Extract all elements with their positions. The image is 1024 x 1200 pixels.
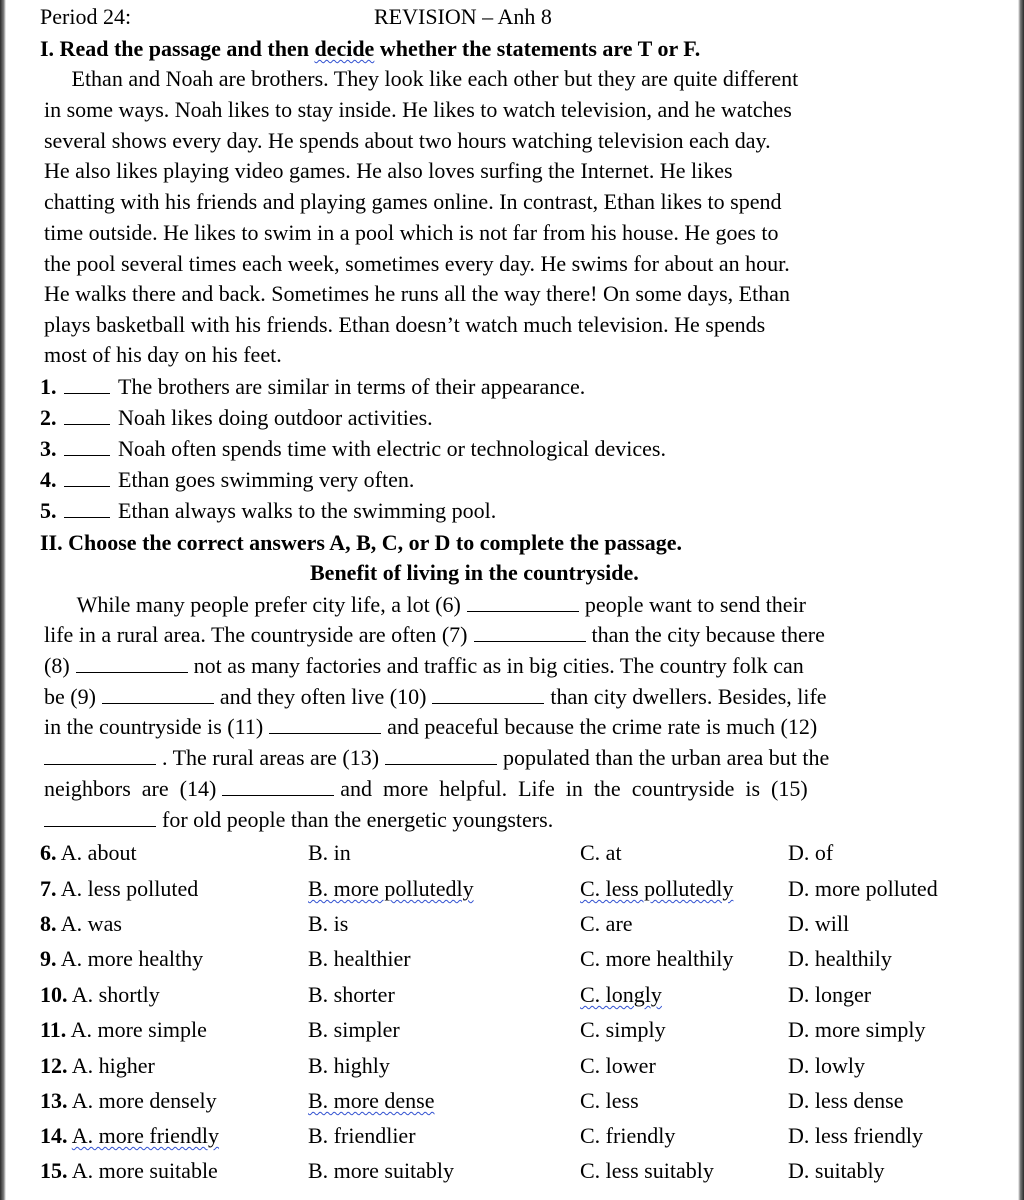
blank-13[interactable] bbox=[385, 744, 497, 765]
cloze-text: While many people prefer city life, a lot (6) bbox=[44, 592, 461, 617]
statement-item bbox=[40, 374, 585, 400]
question-number: 9. bbox=[40, 946, 57, 971]
cloze-text: for old people than the energetic youngsters. bbox=[162, 807, 554, 832]
option-d[interactable]: D. will bbox=[788, 911, 850, 936]
option-c[interactable]: C. longly bbox=[580, 982, 662, 1007]
option-b[interactable]: B. is bbox=[308, 911, 349, 936]
section1-heading bbox=[40, 36, 700, 62]
statement-number: 4. bbox=[40, 467, 57, 492]
option-a[interactable] bbox=[40, 876, 198, 902]
cloze-text: . The rural areas are (13) bbox=[162, 745, 380, 770]
option-c[interactable]: C. less suitably bbox=[580, 1158, 714, 1183]
option-a-text: A. was bbox=[60, 911, 122, 936]
option-a-text: A. shortly bbox=[71, 982, 160, 1007]
option-a[interactable] bbox=[40, 982, 160, 1008]
question-number: 15. bbox=[40, 1158, 68, 1183]
statement-number: 2. bbox=[40, 405, 57, 430]
question-number: 14. bbox=[40, 1123, 68, 1148]
statement-item bbox=[40, 436, 666, 462]
statement-number: 3. bbox=[40, 436, 57, 461]
option-b[interactable]: B. friendlier bbox=[308, 1123, 416, 1148]
cloze-text: populated than the urban area but the bbox=[503, 745, 830, 770]
blank-15[interactable] bbox=[44, 806, 156, 827]
cloze-text: neighbors are (14) bbox=[44, 776, 217, 801]
option-a-text: A. more simple bbox=[70, 1017, 207, 1042]
blank-9[interactable] bbox=[102, 683, 214, 704]
option-a[interactable] bbox=[40, 1017, 207, 1043]
statement-item bbox=[40, 498, 496, 524]
statement-item bbox=[40, 405, 433, 431]
question-row bbox=[40, 1123, 990, 1157]
option-d[interactable]: D. less dense bbox=[788, 1088, 904, 1113]
answer-blank[interactable] bbox=[64, 375, 110, 394]
option-c[interactable]: C. more healthily bbox=[580, 946, 734, 971]
header bbox=[40, 0, 980, 34]
statement-item bbox=[40, 467, 414, 493]
option-a-text: A. more healthy bbox=[60, 946, 204, 971]
statement-text: Ethan always walks to the swimming pool. bbox=[118, 498, 497, 523]
passage-line: plays basketball with his friends. Ethan doesn’t watch much television. He spends bbox=[44, 312, 766, 337]
cloze-text: than city dwellers. Besides, life bbox=[550, 684, 827, 709]
option-a[interactable] bbox=[40, 1158, 218, 1184]
option-a-text: A. more densely bbox=[71, 1088, 217, 1113]
passage-line: several shows every day. He spends about two hours watching television each day. bbox=[44, 128, 771, 153]
option-d[interactable]: D. healthily bbox=[788, 946, 892, 971]
cloze-line bbox=[44, 591, 976, 618]
statement-number: 1. bbox=[40, 374, 57, 399]
question-row bbox=[40, 1017, 990, 1051]
cloze-text: (8) bbox=[44, 653, 70, 678]
question-row bbox=[40, 840, 990, 874]
question-number: 12. bbox=[40, 1053, 68, 1078]
option-c[interactable]: C. less bbox=[580, 1088, 639, 1113]
cloze-line bbox=[44, 713, 976, 740]
option-a[interactable] bbox=[40, 1088, 217, 1114]
revision-title: REVISION – Anh 8 bbox=[374, 4, 552, 29]
option-d[interactable]: D. lowly bbox=[788, 1053, 865, 1078]
option-b[interactable]: B. simpler bbox=[308, 1017, 400, 1042]
cloze-text: life in a rural area. The countryside are often (7) bbox=[44, 622, 468, 647]
question-number: 13. bbox=[40, 1088, 68, 1113]
option-b[interactable]: B. healthier bbox=[308, 946, 411, 971]
period-label: Period 24: bbox=[40, 4, 132, 29]
question-row bbox=[40, 911, 990, 945]
option-a-text: A. higher bbox=[71, 1053, 155, 1078]
statement-text: Noah likes doing outdoor activities. bbox=[118, 405, 433, 430]
option-a[interactable] bbox=[40, 911, 122, 937]
question-row bbox=[40, 1158, 990, 1192]
answer-blank[interactable] bbox=[64, 468, 110, 487]
option-c[interactable]: C. are bbox=[580, 911, 633, 936]
worksheet-page bbox=[40, 0, 980, 1183]
cloze-text: and more helpful. Life in the countryside is (15) bbox=[340, 776, 808, 801]
option-d[interactable]: D. less friendly bbox=[788, 1123, 924, 1148]
question-number: 7. bbox=[40, 876, 57, 901]
statement-text: Noah often spends time with electric or technological devices. bbox=[118, 436, 666, 461]
cloze-line bbox=[44, 806, 976, 833]
question-number: 8. bbox=[40, 911, 57, 936]
cloze-text: in the countryside is (11) bbox=[44, 714, 264, 739]
blank-8[interactable] bbox=[76, 652, 188, 673]
question-row bbox=[40, 982, 990, 1016]
option-b[interactable]: B. more pollutedly bbox=[308, 876, 474, 901]
option-a[interactable] bbox=[40, 840, 137, 866]
answer-blank[interactable] bbox=[64, 437, 110, 456]
section1-heading-post: whether the statements are T or F. bbox=[374, 36, 701, 61]
option-c[interactable]: C. at bbox=[580, 840, 622, 865]
statement-number: 5. bbox=[40, 498, 57, 523]
passage-line: in some ways. Noah likes to stay inside. He likes to watch television, and he watches bbox=[44, 97, 792, 122]
option-d[interactable]: D. of bbox=[788, 840, 834, 865]
option-a-text: A. less polluted bbox=[60, 876, 199, 901]
passage-line: the pool several times each week, sometimes every day. He swims for about an hour. bbox=[44, 251, 790, 276]
section1-heading-decide: decide bbox=[314, 36, 375, 61]
cloze-line bbox=[44, 744, 976, 771]
option-d[interactable]: D. suitably bbox=[788, 1158, 885, 1183]
option-c[interactable]: C. lower bbox=[580, 1053, 656, 1078]
passage-line: Ethan and Noah are brothers. They look like each other but they are quite different bbox=[44, 66, 799, 91]
option-b[interactable]: B. highly bbox=[308, 1053, 390, 1078]
question-number: 10. bbox=[40, 982, 68, 1007]
option-a-text: A. about bbox=[60, 840, 137, 865]
option-c[interactable]: C. friendly bbox=[580, 1123, 676, 1148]
cloze-text: be (9) bbox=[44, 684, 96, 709]
question-row bbox=[40, 1053, 990, 1087]
passage-line: most of his day on his feet. bbox=[44, 342, 282, 367]
cloze-line bbox=[44, 652, 976, 679]
right-edge-shadow bbox=[1018, 0, 1024, 1200]
question-row bbox=[40, 946, 990, 980]
blank-12[interactable] bbox=[44, 744, 156, 765]
section2-heading: II. Choose the correct answers A, B, C, or D to complete the passage. bbox=[40, 530, 682, 555]
option-a-text: A. more suitable bbox=[71, 1158, 218, 1183]
passage-line: chatting with his friends and playing games online. In contrast, Ethan likes to spend bbox=[44, 189, 782, 214]
cloze-text: than the city because there bbox=[591, 622, 825, 647]
statement-text: The brothers are similar in terms of their appearance. bbox=[118, 374, 586, 399]
blank-14[interactable] bbox=[222, 775, 334, 796]
option-b[interactable]: B. in bbox=[308, 840, 351, 865]
passage-line: He walks there and back. Sometimes he runs all the way there! On some days, Ethan bbox=[44, 281, 790, 306]
answer-blank[interactable] bbox=[64, 499, 110, 518]
cloze-text: people want to send their bbox=[584, 592, 807, 617]
cloze-line bbox=[44, 683, 976, 710]
option-a-text: A. more friendly bbox=[71, 1123, 220, 1148]
cloze-line bbox=[44, 775, 976, 802]
cloze-text: and peaceful because the crime rate is much (12) bbox=[387, 714, 818, 739]
option-d[interactable]: D. longer bbox=[788, 982, 872, 1007]
left-edge-shadow bbox=[0, 0, 6, 1200]
option-a[interactable] bbox=[40, 1053, 155, 1079]
option-c[interactable]: C. less pollutedly bbox=[580, 876, 734, 901]
option-b[interactable]: B. more suitably bbox=[308, 1158, 455, 1183]
passage-line: He also likes playing video games. He also loves surfing the Internet. He likes bbox=[44, 158, 733, 183]
option-b[interactable]: B. shorter bbox=[308, 982, 395, 1007]
blank-11[interactable] bbox=[269, 713, 381, 734]
question-number: 11. bbox=[40, 1017, 67, 1042]
answer-blank[interactable] bbox=[64, 406, 110, 425]
cloze-text: not as many factories and traffic as in big cities. The country folk can bbox=[193, 653, 804, 678]
blank-7[interactable] bbox=[474, 621, 586, 642]
option-d[interactable]: D. more simply bbox=[788, 1017, 926, 1042]
option-a[interactable] bbox=[40, 1123, 219, 1149]
option-a[interactable] bbox=[40, 946, 203, 972]
question-number: 6. bbox=[40, 840, 57, 865]
section1-heading-pre: I. Read the passage and then bbox=[40, 36, 315, 61]
question-row bbox=[40, 1088, 990, 1122]
passage-title: Benefit of living in the countryside. bbox=[310, 560, 639, 585]
option-d[interactable]: D. more polluted bbox=[788, 876, 938, 901]
option-b[interactable]: B. more dense bbox=[308, 1088, 435, 1113]
blank-10[interactable] bbox=[432, 683, 544, 704]
question-row bbox=[40, 876, 990, 910]
cloze-text: and they often live (10) bbox=[219, 684, 427, 709]
cloze-line bbox=[44, 621, 976, 648]
statement-text: Ethan goes swimming very often. bbox=[118, 467, 415, 492]
option-c[interactable]: C. simply bbox=[580, 1017, 666, 1042]
passage-line: time outside. He likes to swim in a pool which is not far from his house. He goes to bbox=[44, 220, 779, 245]
blank-6[interactable] bbox=[467, 591, 579, 612]
